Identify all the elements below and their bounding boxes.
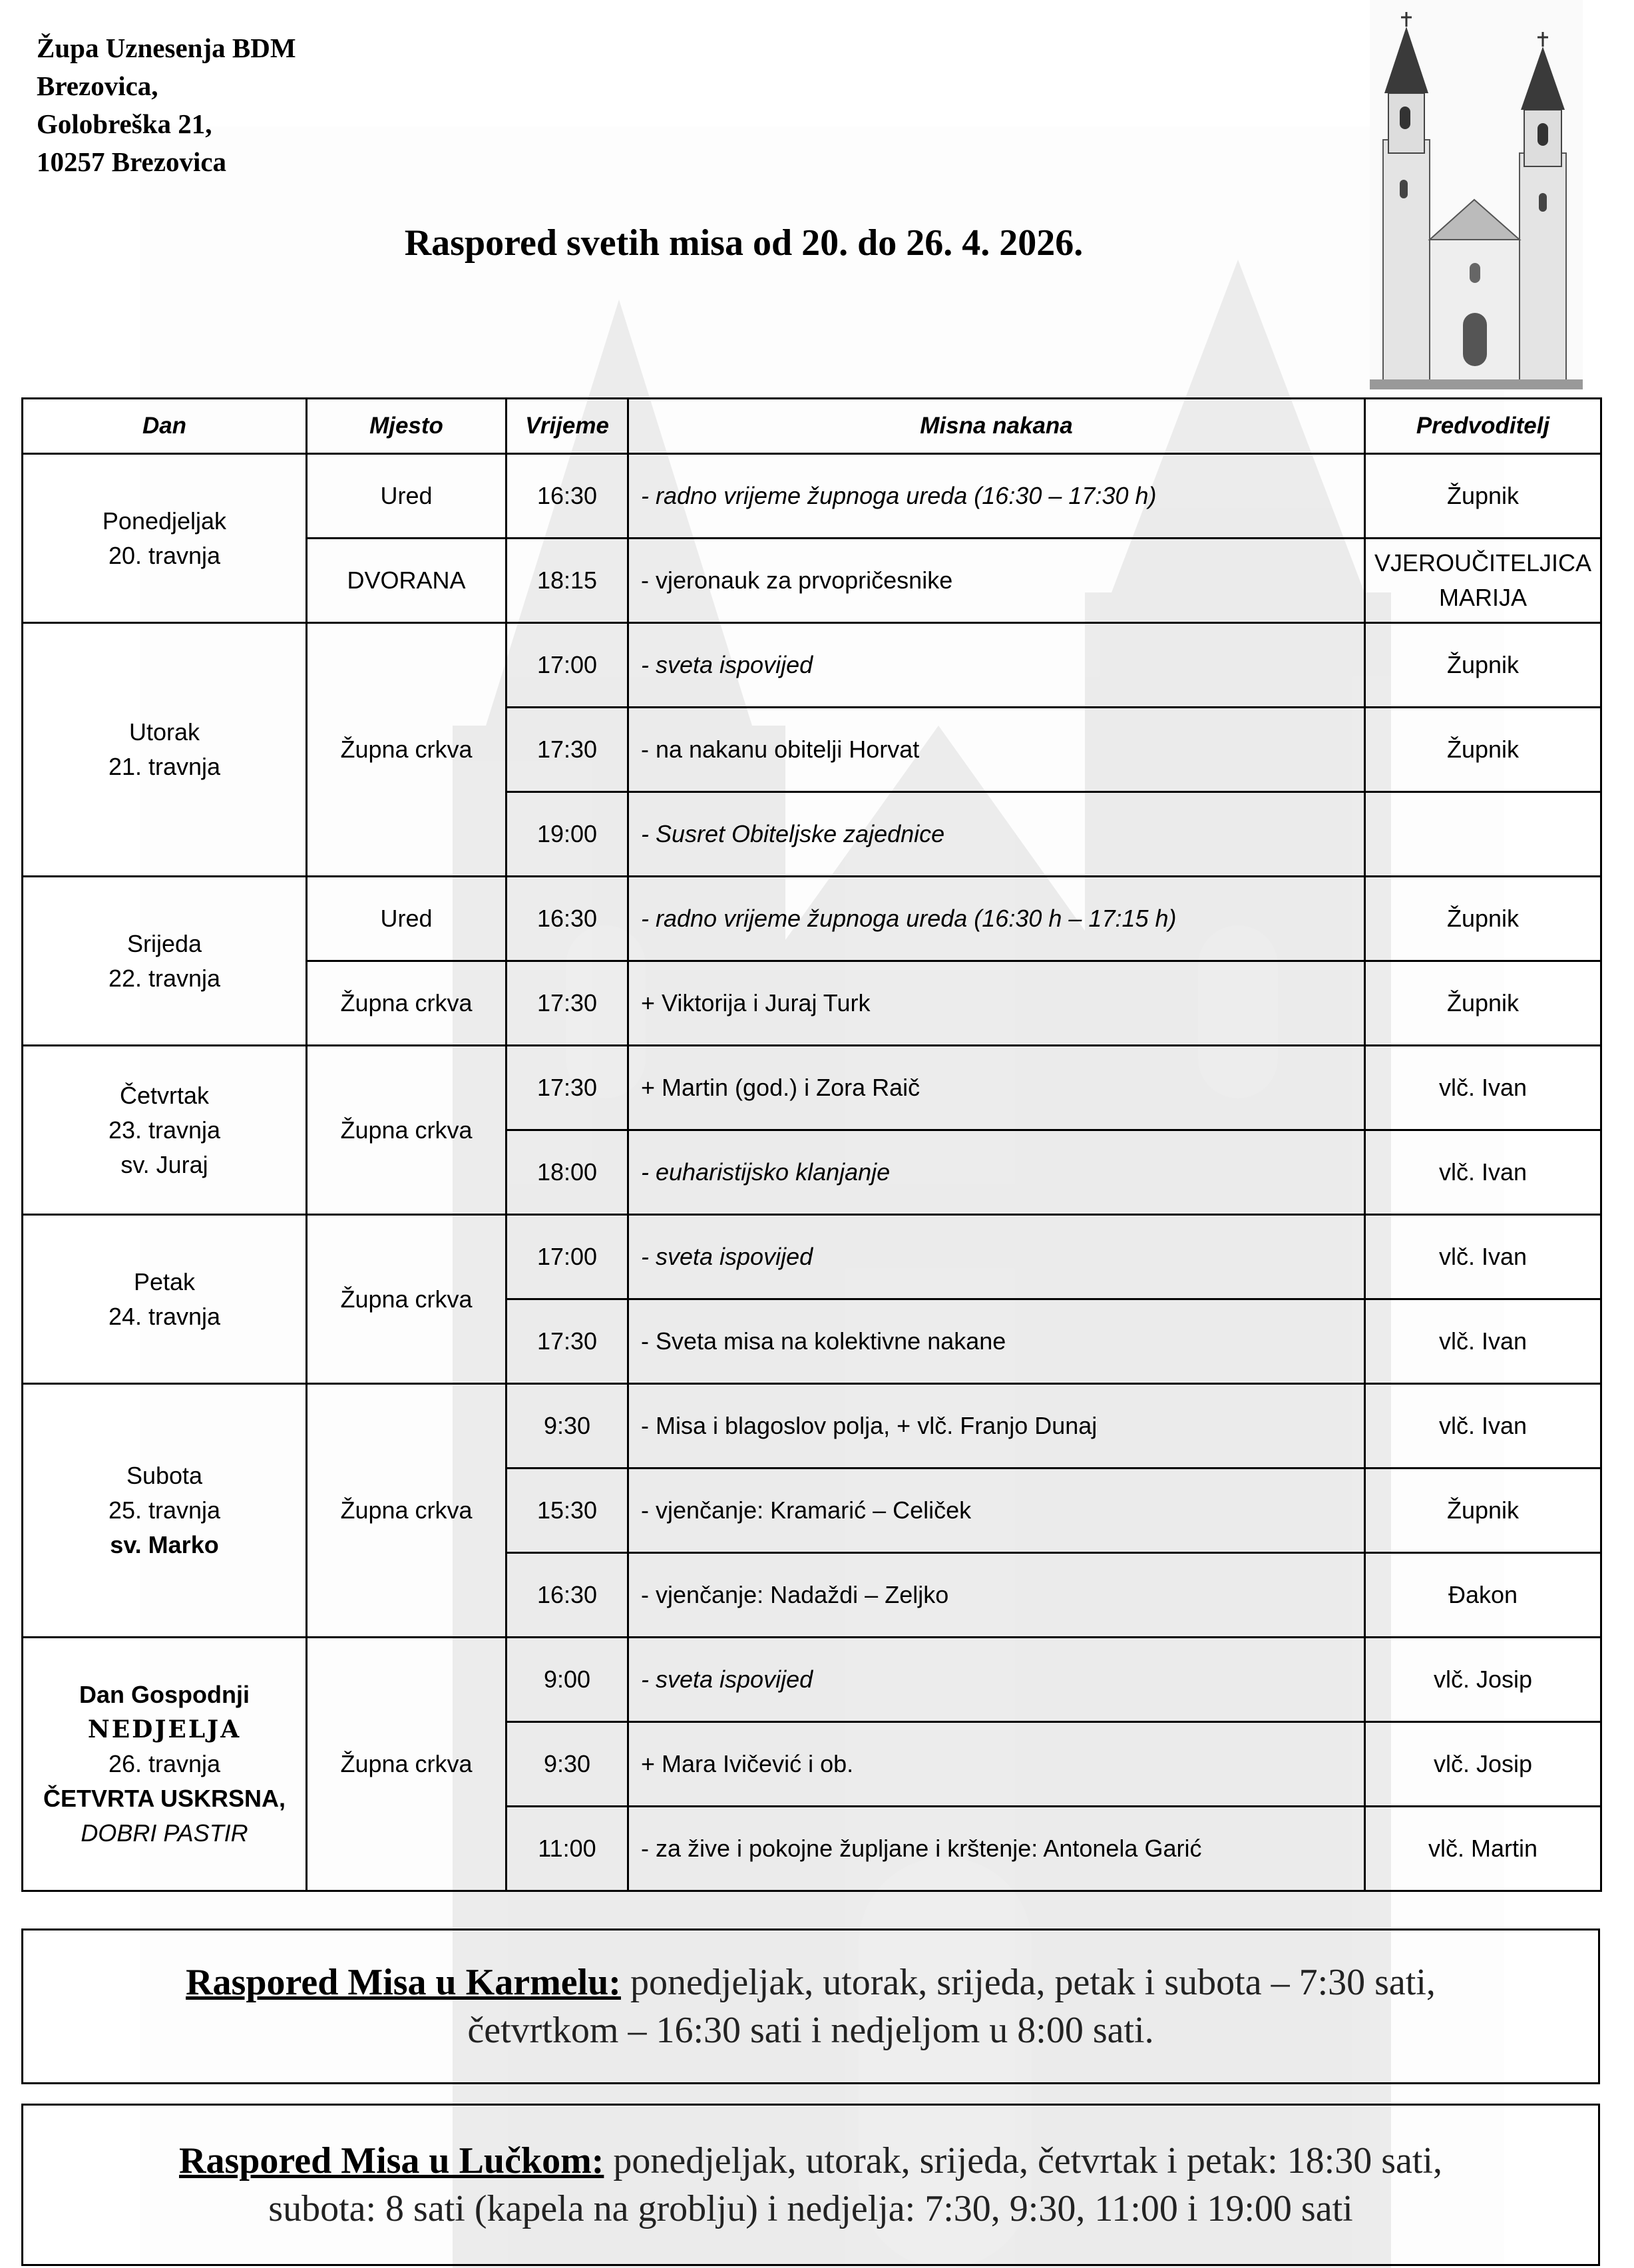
leader-cell: Župnik [1365, 877, 1601, 961]
leader-cell: vlč. Ivan [1365, 1384, 1601, 1469]
time-cell: 17:30 [507, 708, 628, 792]
time-cell: 17:00 [507, 623, 628, 708]
page-title: Raspored svetih misa od 20. do 26. 4. 2026. [404, 222, 1084, 264]
day-cell: Ponedjeljak 20. travnja [23, 454, 307, 623]
lucko-label: Raspored Misa u Lučkom: [179, 2140, 604, 2181]
time-cell: 15:30 [507, 1469, 628, 1553]
intent-cell: - sveta ispovijed [628, 1638, 1365, 1722]
day-cell: Srijeda 22. travnja [23, 877, 307, 1046]
time-cell: 17:30 [507, 961, 628, 1046]
table-row [23, 1638, 1601, 1722]
leader-cell: Đakon [1365, 1553, 1601, 1638]
intent-cell: - Sveta misa na kolektivne nakane [628, 1299, 1365, 1384]
intent-cell: - vjenčanje: Kramarić – Celiček [628, 1469, 1365, 1553]
karmel-schedule-box [21, 1928, 1600, 2084]
mass-schedule-table [21, 397, 1602, 1892]
leader-cell: VJEROUČITELJICA MARIJA [1365, 539, 1601, 623]
intent-cell: - Susret Obiteljske zajednice [628, 792, 1365, 877]
intent-cell: - za žive i pokojne župljane i krštenje: Antonela Garić [628, 1807, 1365, 1891]
leader-cell: Župnik [1365, 708, 1601, 792]
time-cell: 16:30 [507, 877, 628, 961]
day-cell: Utorak 21. travnja [23, 623, 307, 877]
leader-cell: Župnik [1365, 454, 1601, 539]
table-row [23, 1046, 1601, 1130]
karmel-label: Raspored Misa u Karmelu: [186, 1962, 621, 2003]
place-cell: Župna crkva [307, 1046, 507, 1215]
church-image [1370, 0, 1583, 389]
day-cell: Subota 25. travnja sv. Marko [23, 1384, 307, 1638]
header-predvoditelj: Predvoditelj [1365, 399, 1601, 454]
intent-cell: + Viktorija i Juraj Turk [628, 961, 1365, 1046]
leader-cell: Župnik [1365, 1469, 1601, 1553]
time-cell: 11:00 [507, 1807, 628, 1891]
time-cell: 9:30 [507, 1384, 628, 1469]
place-cell: Župna crkva [307, 1638, 507, 1891]
header-vrijeme: Vrijeme [507, 399, 628, 454]
leader-cell: Župnik [1365, 623, 1601, 708]
time-cell: 18:15 [507, 539, 628, 623]
intent-cell: - radno vrijeme župnoga ureda (16:30 – 17:30 h) [628, 454, 1365, 539]
lucko-line-2: subota: 8 sati (kapela na groblju) i nedjelja: 7:30, 9:30, 11:00 i 19:00 sati [268, 2188, 1353, 2229]
place-cell: Župna crkva [307, 1384, 507, 1638]
place-cell: Ured [307, 454, 507, 539]
day-cell: Petak 24. travnja [23, 1215, 307, 1384]
table-row [23, 454, 1601, 539]
day-cell: Četvrtak 23. travnja sv. Juraj [23, 1046, 307, 1215]
time-cell: 17:30 [507, 1046, 628, 1130]
intent-cell: - radno vrijeme župnoga ureda (16:30 h – 17:15 h) [628, 877, 1365, 961]
place-cell: Župna crkva [307, 961, 507, 1046]
leader-cell: vlč. Ivan [1365, 1299, 1601, 1384]
table-header-row [23, 399, 1601, 454]
table-row [23, 623, 1601, 708]
table-row [23, 877, 1601, 961]
day-cell: Dan Gospodnji NEDJELJA 26. travnja ČETVRTA USKRSNA, DOBRI PASTIR [23, 1638, 307, 1891]
time-cell: 9:00 [507, 1638, 628, 1722]
intent-cell: - na nakanu obitelji Horvat [628, 708, 1365, 792]
time-cell: 18:00 [507, 1130, 628, 1215]
place-cell: Ured [307, 877, 507, 961]
parish-name: Župa Uznesenja BDM [37, 33, 296, 63]
table-row [23, 1215, 1601, 1299]
time-cell: 16:30 [507, 454, 628, 539]
leader-cell [1365, 792, 1601, 877]
intent-cell: - vjenčanje: Nadaždi – Zeljko [628, 1553, 1365, 1638]
time-cell: 19:00 [507, 792, 628, 877]
leader-cell: vlč. Josip [1365, 1638, 1601, 1722]
time-cell: 9:30 [507, 1722, 628, 1807]
intent-cell: - Misa i blagoslov polja, + vlč. Franjo Dunaj [628, 1384, 1365, 1469]
karmel-line-2: četvrtkom – 16:30 sati i nedjeljom u 8:00 sati. [467, 2010, 1154, 2051]
leader-cell: vlč. Ivan [1365, 1046, 1601, 1130]
place-cell: DVORANA [307, 539, 507, 623]
lucko-schedule-box [21, 2104, 1600, 2266]
lucko-line-1: Raspored Misa u Lučkom: ponedjeljak, utorak, srijeda, četvrtak i petak: 18:30 sati, [179, 2140, 1442, 2181]
leader-cell: vlč. Martin [1365, 1807, 1601, 1891]
parish-postal: 10257 Brezovica [37, 146, 227, 177]
place-cell: Župna crkva [307, 1215, 507, 1384]
time-cell: 17:00 [507, 1215, 628, 1299]
intent-cell: - sveta ispovijed [628, 1215, 1365, 1299]
leader-cell: Župnik [1365, 961, 1601, 1046]
parish-address [37, 29, 296, 181]
table-row [23, 1384, 1601, 1469]
leader-cell: vlč. Ivan [1365, 1215, 1601, 1299]
intent-cell: + Mara Ivičević i ob. [628, 1722, 1365, 1807]
header-dan: Dan [23, 399, 307, 454]
leader-cell: vlč. Josip [1365, 1722, 1601, 1807]
intent-cell: - sveta ispovijed [628, 623, 1365, 708]
intent-cell: - euharistijsko klanjanje [628, 1130, 1365, 1215]
time-cell: 17:30 [507, 1299, 628, 1384]
leader-cell: vlč. Ivan [1365, 1130, 1601, 1215]
karmel-line-1: Raspored Misa u Karmelu: ponedjeljak, utorak, srijeda, petak i subota – 7:30 sati, [186, 1962, 1436, 2003]
parish-town: Brezovica, [37, 71, 158, 101]
time-cell: 16:30 [507, 1553, 628, 1638]
intent-cell: + Martin (god.) i Zora Raič [628, 1046, 1365, 1130]
header-mjesto: Mjesto [307, 399, 507, 454]
header-nakana: Misna nakana [628, 399, 1365, 454]
place-cell: Župna crkva [307, 623, 507, 877]
parish-street: Golobreška 21, [37, 109, 212, 139]
intent-cell: - vjeronauk za prvopričesnike [628, 539, 1365, 623]
